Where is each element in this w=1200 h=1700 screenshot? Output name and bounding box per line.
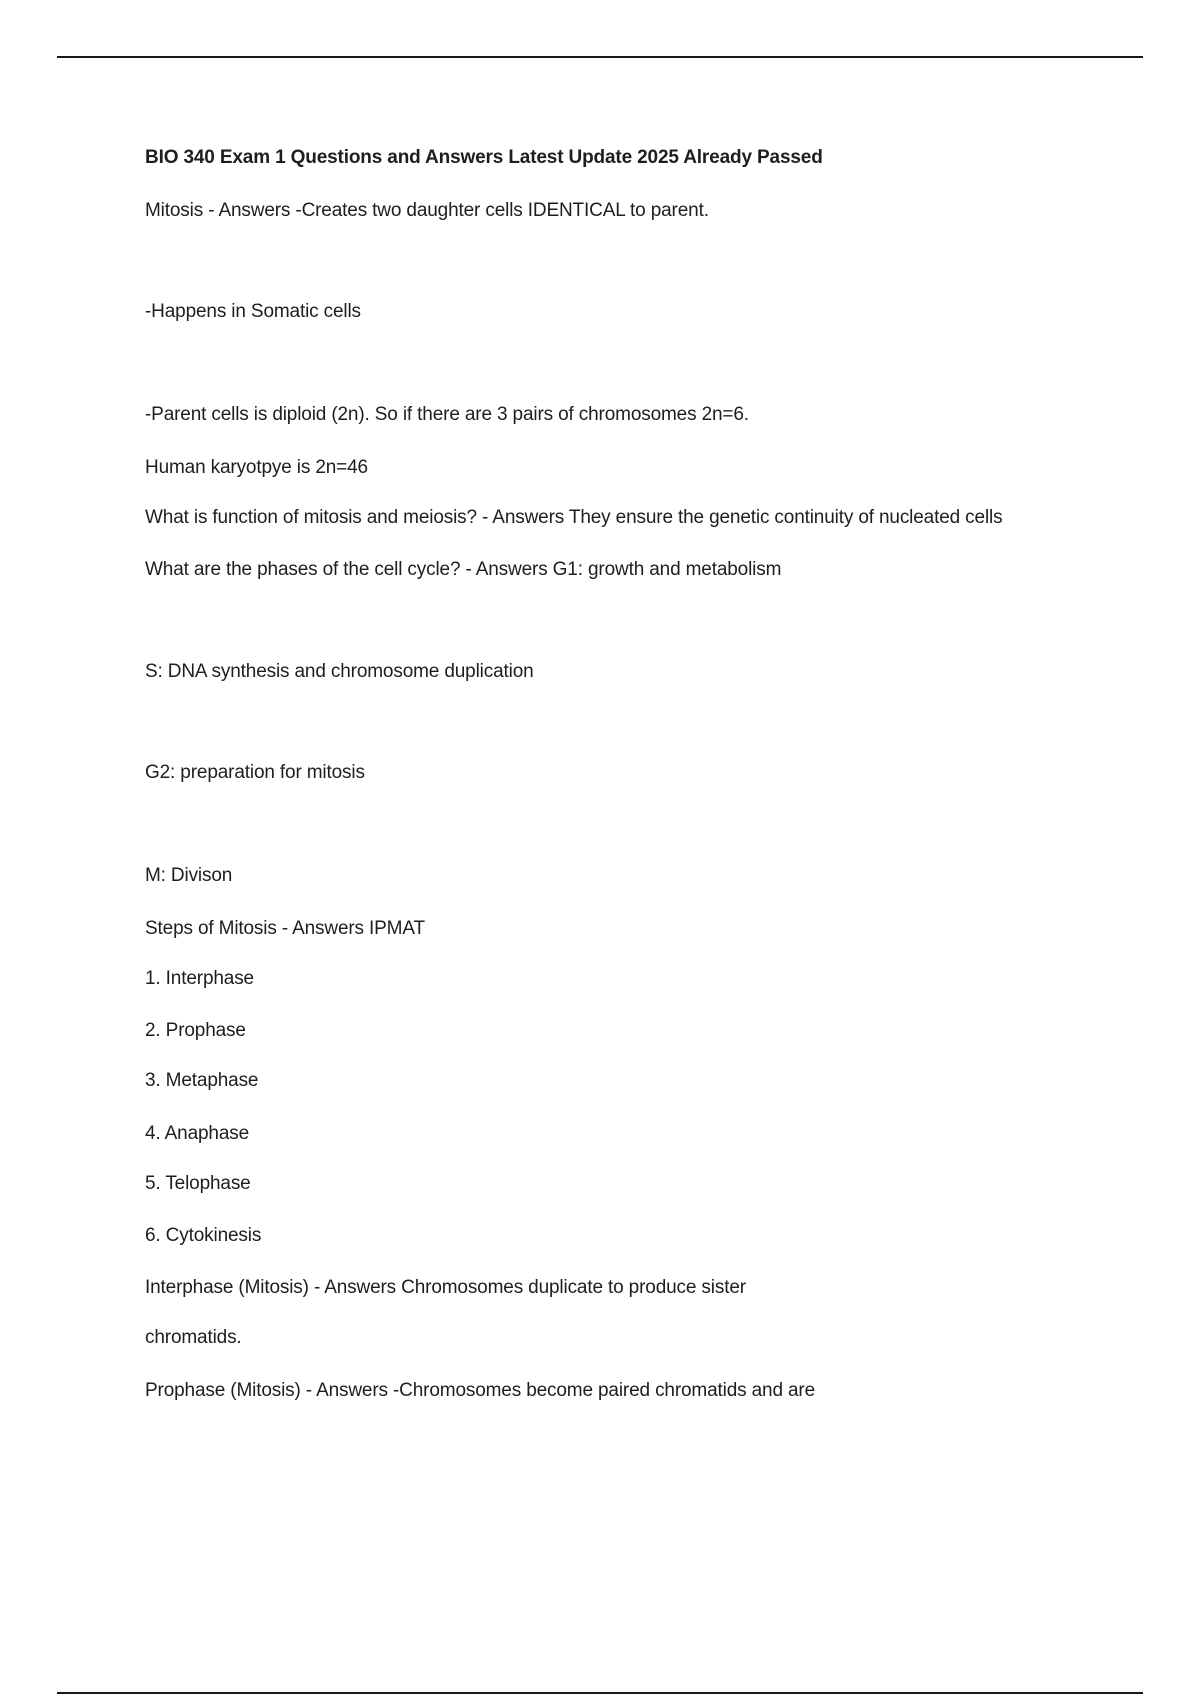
text-line: -Parent cells is diploid (2n). So if there are 3 pairs of chromosomes 2n=6. bbox=[145, 404, 749, 425]
list-item: 3. Metaphase bbox=[145, 1070, 259, 1091]
footer-rule bbox=[57, 1692, 1143, 1694]
text-line: What is function of mitosis and meiosis? - Answers They ensure the genetic continuity of nucleated cells bbox=[145, 507, 1003, 528]
document-title: BIO 340 Exam 1 Questions and Answers Latest Update 2025 Already Passed bbox=[145, 147, 823, 168]
text-line: S: DNA synthesis and chromosome duplication bbox=[145, 661, 534, 682]
text-line: chromatids. bbox=[145, 1327, 242, 1348]
list-item: 1. Interphase bbox=[145, 968, 254, 989]
text-line: Mitosis - Answers -Creates two daughter cells IDENTICAL to parent. bbox=[145, 200, 709, 221]
text-line: -Happens in Somatic cells bbox=[145, 301, 361, 322]
text-line: G2: preparation for mitosis bbox=[145, 762, 365, 783]
header-rule bbox=[57, 56, 1143, 58]
list-item: 2. Prophase bbox=[145, 1020, 246, 1041]
list-item: 4. Anaphase bbox=[145, 1123, 250, 1144]
text-line: Prophase (Mitosis) - Answers -Chromosomes become paired chromatids and are bbox=[145, 1380, 816, 1401]
text-line: Steps of Mitosis - Answers IPMAT bbox=[145, 918, 425, 939]
list-item: 6. Cytokinesis bbox=[145, 1225, 262, 1246]
list-item: 5. Telophase bbox=[145, 1173, 251, 1194]
text-line: Human karyotpye is 2n=46 bbox=[145, 457, 368, 478]
text-line: What are the phases of the cell cycle? - Answers G1: growth and metabolism bbox=[145, 559, 782, 580]
text-line: Interphase (Mitosis) - Answers Chromosomes duplicate to produce sister bbox=[145, 1277, 746, 1298]
text-line: M: Divison bbox=[145, 865, 233, 886]
